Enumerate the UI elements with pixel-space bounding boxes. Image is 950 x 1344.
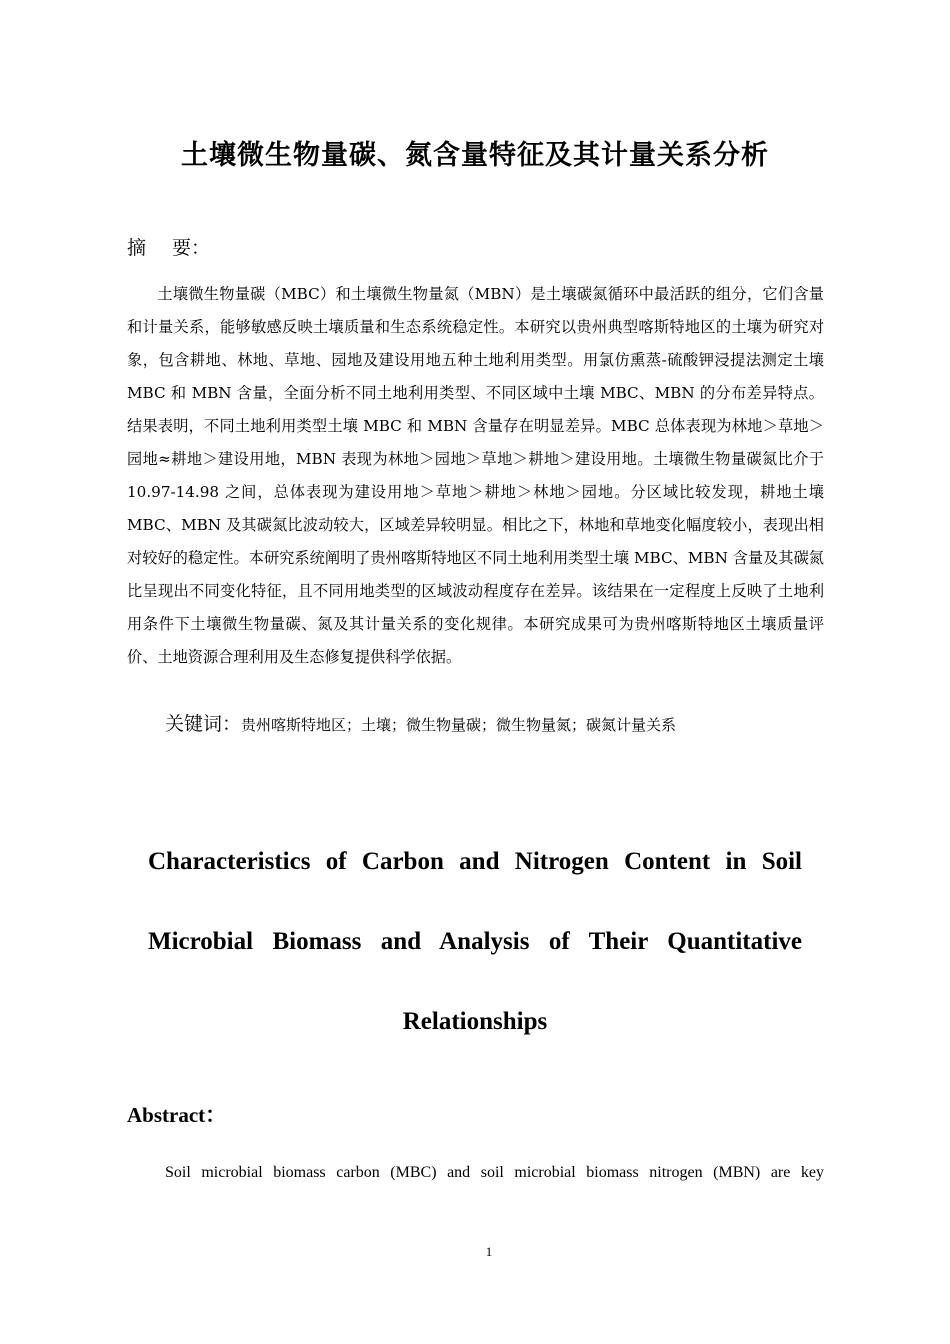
chinese-abstract-heading: [127, 234, 210, 262]
chinese-keywords-label: 关键词：: [165, 713, 242, 735]
chinese-keywords-value: 贵州喀斯特地区；土壤；微生物量碳；微生物量氮；碳氮计量关系: [241, 716, 677, 734]
chinese-title: 土壤微生物量碳、氮含量特征及其计量关系分析: [181, 140, 769, 171]
english-abstract-heading: Abstract：: [127, 1103, 227, 1127]
page-number: 1: [485, 1244, 493, 1259]
chinese-keywords: [165, 708, 825, 741]
chinese-abstract-body: 土壤微生物量碳（MBC）和土壤微生物量氮（MBN）是土壤碳氮循环中最活跃的组分，它们含量和计量关系，能够敏感反映土壤质量和生态系统稳定性。本研究以贵州典型喀斯特地区的土壤为研究对象，包含耕地、林地、草地、园地及建设用地五种土地利用类型。用氯仿熏蒸-硫酸钾浸提法测定土壤 MBC 和 MBN 含量，全面分析不同土地利用类型、不同区域中土壤 MBC、MBN 的分布差异特点。结果表明，不同土地利用类型土壤 MBC 和 MBN 含量存在明显差异。MBC 总体表现为林地＞草地＞园地≈耕地＞建设用地，MBN 表现为林地＞园地＞草地＞耕地＞建设用地。土壤微生物量碳氮比介于 10.97-14.98 之间，总体表现为建设用地＞草地＞耕地＞林地＞园地。分区域比较发现，耕地土壤 MBC、MBN 及其碳氮比波动较大，区域差异较明显。相比之下，林地和草地变化幅度较小，表现出相对较好的稳定性。本研究系统阐明了贵州喀斯特地区不同土地利用类型土壤 MBC、MBN 含量及其碳氮比呈现出不同变化特征，且不同用地类型的区域波动程度存在差异。该结果在一定程度上反映了土地利用条件下土壤微生物量碳、氮及其计量关系的变化规律。本研究成果可为贵州喀斯特地区土壤质量评价、土地资源合理利用及生态修复提供科学依据。: [127, 285, 824, 666]
chinese-abstract-heading-second-char: 要：: [172, 237, 211, 259]
chinese-abstract-heading-first-char: 摘: [127, 237, 147, 259]
english-title: Characteristics of Carbon and Nitrogen Content in Soil Microbial Biomass and Analysis of Their Quantitative Relationships: [148, 848, 802, 1035]
english-abstract-body: Soil microbial biomass carbon (MBC) and soil microbial biomass nitrogen (MBN) are key: [165, 1164, 824, 1181]
